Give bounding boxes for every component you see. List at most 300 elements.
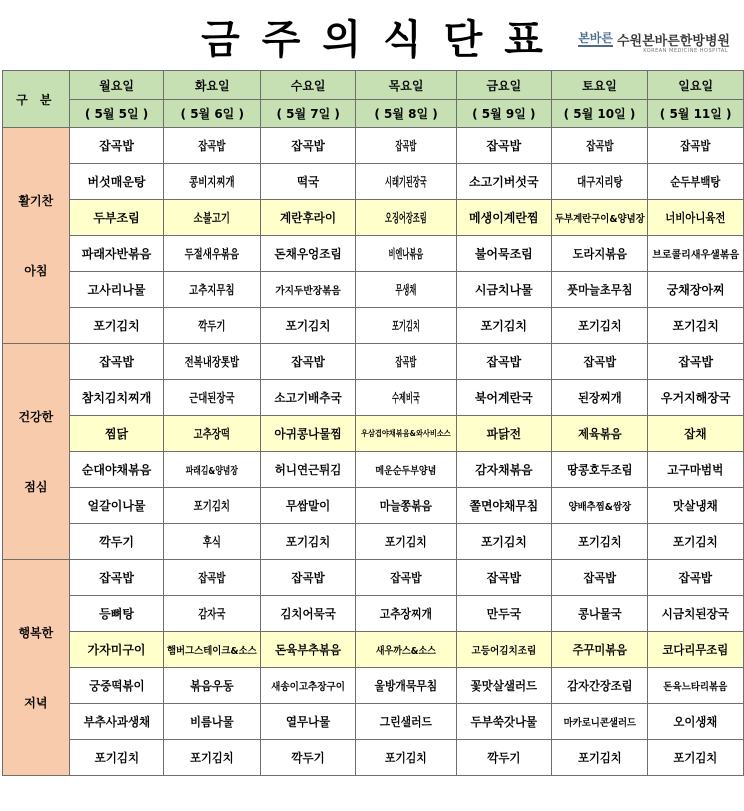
menu-item-text: 도라지볶음: [572, 247, 627, 261]
menu-item: [261, 452, 356, 488]
menu-item: [164, 380, 261, 416]
menu-item-text: 고구마범벅: [667, 463, 724, 477]
logo-subtitle: KOREAN MEDICINE HOSPITAL: [643, 48, 728, 54]
menu-item-text: 잡곡밥: [680, 139, 711, 153]
menu-item: [356, 308, 457, 344]
menu-item: [164, 344, 261, 380]
menu-item: [69, 164, 164, 200]
menu-item: [261, 200, 356, 236]
meal-label-bottom: 저녁: [24, 695, 48, 710]
menu-item-text: 콩비지찌개: [189, 175, 235, 189]
menu-item: [648, 596, 744, 632]
menu-item: [456, 200, 551, 236]
menu-item: [456, 704, 551, 740]
menu-item: [551, 668, 648, 704]
menu-item: [164, 164, 261, 200]
dinner-row: [3, 668, 744, 704]
menu-item: [456, 668, 551, 704]
day-name: 일요일: [648, 71, 744, 100]
menu-item: [551, 632, 648, 668]
menu-item-text: 궁채장아찌: [666, 283, 725, 297]
menu-item: [69, 236, 164, 272]
menu-item-text: 파래김&양념장: [186, 466, 239, 477]
menu-item-text: 고추장찌개: [379, 607, 433, 621]
menu-item-text: 고등어김치조림: [471, 646, 537, 657]
lunch-row: [3, 452, 744, 488]
lunch-row: [3, 488, 744, 524]
menu-item: [456, 272, 551, 308]
menu-item: [648, 380, 744, 416]
menu-item: [551, 524, 648, 560]
menu-item-text: 허니연근튀김: [274, 463, 342, 477]
day-date: ( 5월 10일 ): [551, 100, 648, 128]
menu-item-text: 잡곡밥: [585, 139, 614, 153]
menu-item: [164, 236, 261, 272]
menu-item-text: 포기김치: [285, 535, 331, 549]
lunch-label: [3, 344, 70, 560]
menu-item: [648, 524, 744, 560]
menu-item: [356, 380, 457, 416]
menu-item-text: 파닭전: [486, 427, 521, 441]
menu-item-text: 잡곡밥: [291, 139, 325, 153]
menu-item-text: 오징어장조림: [385, 211, 427, 225]
menu-item: [261, 236, 356, 272]
menu-item-text: 고사리나물: [87, 283, 146, 297]
menu-item-text: 등뼈탕: [99, 607, 134, 621]
menu-item-text: 북어계란국: [474, 391, 533, 405]
meal-label-top: 행복한: [18, 625, 54, 640]
menu-item: [356, 164, 457, 200]
menu-item: [356, 488, 457, 524]
menu-item: [551, 272, 648, 308]
page-title: 금주의식단표: [201, 17, 565, 63]
menu-item: [456, 128, 551, 164]
menu-item-text: 잡곡밥: [678, 355, 714, 369]
menu-item: [164, 740, 261, 776]
menu-item-text: 포기김치: [480, 535, 527, 549]
menu-item: [356, 632, 457, 668]
menu-item-text: 파래자반볶음: [81, 247, 152, 261]
menu-item: [261, 272, 356, 308]
menu-item-text: 볶음우동: [190, 679, 234, 693]
menu-item: [356, 524, 457, 560]
menu-item-text: 감자간장조림: [566, 679, 633, 693]
day-date: ( 5월 8일 ): [356, 100, 457, 128]
lunch-row: [3, 416, 744, 452]
menu-item: [551, 740, 648, 776]
menu-item-text: 포기김치: [94, 751, 139, 765]
menu-item: [648, 740, 744, 776]
menu-item: [69, 524, 164, 560]
menu-item: [551, 704, 648, 740]
menu-item: [356, 740, 457, 776]
menu-item-text: 잡곡밥: [583, 571, 616, 585]
menu-item-text: 시금치나물: [474, 283, 533, 297]
menu-item: [648, 164, 744, 200]
menu-item: [551, 236, 648, 272]
menu-item-text: 열무나물: [285, 715, 331, 729]
menu-item-text: 브로콜리새우샐볶음: [652, 250, 740, 261]
menu-item: [261, 308, 356, 344]
menu-item: [456, 452, 551, 488]
day-date: ( 5월 7일 ): [261, 100, 356, 128]
menu-item: [551, 560, 648, 596]
menu-item-text: 포기김치: [190, 751, 234, 765]
menu-item: [648, 128, 744, 164]
day-date: ( 5월 5일 ): [69, 100, 164, 128]
menu-item-text: 김치어묵국: [280, 607, 336, 621]
day-date: ( 5월 6일 ): [164, 100, 261, 128]
menu-item: [261, 164, 356, 200]
menu-item: [356, 416, 457, 452]
menu-item: [356, 128, 457, 164]
menu-item-text: 양배추찜&쌈장: [568, 502, 631, 513]
menu-item-text: 순대야채볶음: [81, 463, 152, 477]
menu-item: [69, 452, 164, 488]
logo-mark: 본바른: [578, 31, 613, 45]
menu-item: [164, 560, 261, 596]
menu-item-text: 가지두반장볶음: [275, 286, 341, 297]
menu-item: [648, 560, 744, 596]
menu-item-text: 포기김치: [672, 319, 719, 333]
menu-item-text: 두절새우볶음: [185, 247, 240, 261]
menu-item: [164, 704, 261, 740]
menu-item: [164, 272, 261, 308]
menu-item-text: 가자미구이: [87, 643, 146, 657]
menu-item: [261, 596, 356, 632]
menu-item: [456, 488, 551, 524]
menu-item-text: 계란후라이: [280, 211, 337, 225]
menu-item-text: 깍두기: [198, 319, 226, 333]
menu-item-text: 콩나물국: [577, 607, 622, 621]
menu-item: [164, 668, 261, 704]
menu-item: [456, 416, 551, 452]
menu-item-text: 메생이계란찜: [469, 211, 539, 225]
menu-item: [164, 200, 261, 236]
menu-item: [356, 704, 457, 740]
menu-item-text: 포기김치: [194, 499, 231, 513]
breakfast-label: [3, 128, 70, 344]
menu-item: [69, 380, 164, 416]
menu-item-text: 포기김치: [673, 535, 719, 549]
menu-table: [2, 70, 744, 776]
menu-item-text: 땅콩호두조림: [566, 463, 633, 477]
menu-item-text: 잡곡밥: [395, 355, 417, 369]
menu-item: [261, 488, 356, 524]
menu-item: [551, 128, 648, 164]
day-name: 화요일: [164, 71, 261, 100]
menu-item-text: 찜닭: [104, 427, 129, 441]
menu-item-text: 잡곡밥: [678, 571, 713, 585]
menu-item-text: 얼갈이나물: [87, 499, 146, 513]
menu-item-text: 무생채: [395, 283, 417, 297]
dinner-row: [3, 596, 744, 632]
menu-item: [648, 236, 744, 272]
menu-item: [648, 344, 744, 380]
menu-item-text: 잡곡밥: [198, 139, 226, 153]
header-day-row: [3, 71, 744, 100]
menu-item-text: 돈채우엉조림: [274, 247, 342, 261]
menu-item: [648, 272, 744, 308]
menu-item-text: 우삼겹야채볶음&와사비소스: [361, 429, 451, 438]
dinner-label: [3, 560, 70, 776]
menu-item-text: 무쌈말이: [285, 499, 331, 513]
menu-item-text: 잡곡밥: [390, 571, 422, 585]
menu-item: [69, 596, 164, 632]
menu-item-text: 포기김치: [480, 319, 527, 333]
menu-item-text: 풋마늘초무침: [566, 283, 633, 297]
menu-item-text: 돈육부추볶음: [275, 643, 342, 657]
menu-item: [551, 488, 648, 524]
menu-item-text: 소고기버섯국: [469, 175, 539, 189]
menu-item-text: 고추지무침: [189, 283, 235, 297]
menu-item-text: 된장찌개: [577, 391, 622, 405]
menu-item-text: 불어묵조림: [474, 247, 533, 261]
menu-item: [551, 452, 648, 488]
menu-item-text: 두부조림: [93, 211, 140, 225]
menu-item: [648, 632, 744, 668]
menu-item-text: 포기김치: [577, 535, 622, 549]
gubun-header: 구 분: [3, 71, 70, 128]
menu-item: [261, 524, 356, 560]
meal-label-bottom: 아침: [24, 263, 48, 278]
menu-item: [356, 596, 457, 632]
menu-item-text: 잡곡밥: [486, 139, 522, 153]
menu-item: [261, 740, 356, 776]
lunch-row: [3, 380, 744, 416]
menu-item: [69, 308, 164, 344]
menu-item: [164, 416, 261, 452]
menu-item-text: 참치김치찌개: [81, 391, 152, 405]
menu-item-text: 포기김치: [385, 751, 427, 765]
menu-item: [69, 416, 164, 452]
menu-item: [164, 452, 261, 488]
menu-item: [164, 524, 261, 560]
menu-item-text: 포기김치: [577, 751, 622, 765]
menu-item-text: 감자채볶음: [475, 463, 533, 477]
meal-label-top: 건강한: [18, 409, 54, 424]
menu-item: [356, 560, 457, 596]
menu-item-text: 전복내장톳밥: [185, 355, 240, 369]
menu-item-text: 마늘쫑볶음: [379, 499, 433, 513]
menu-item: [164, 632, 261, 668]
menu-item-text: 우거지해장국: [660, 391, 731, 405]
menu-item-text: 만두국: [486, 607, 521, 621]
menu-item: [648, 416, 744, 452]
day-name: 월요일: [69, 71, 164, 100]
menu-item-text: 후식: [203, 535, 222, 549]
menu-item: [551, 596, 648, 632]
menu-item: [164, 308, 261, 344]
breakfast-row: [3, 236, 744, 272]
menu-item-text: 궁중떡볶이: [88, 679, 145, 693]
menu-item-text: 코다리무조림: [662, 643, 729, 657]
menu-item: [356, 200, 457, 236]
day-name: 토요일: [551, 71, 648, 100]
menu-item-text: 주꾸미볶음: [572, 643, 627, 657]
menu-item: [551, 164, 648, 200]
menu-item-text: 부추사과생채: [83, 715, 150, 729]
breakfast-row: [3, 200, 744, 236]
menu-item-text: 잡곡밥: [291, 355, 325, 369]
meal-label-bottom: 점심: [24, 479, 48, 494]
menu-item: [69, 344, 164, 380]
menu-item-text: 소불고기: [194, 211, 231, 225]
menu-item: [356, 668, 457, 704]
menu-item-text: 잡곡밥: [198, 571, 226, 585]
menu-item-text: 너비아니육전: [665, 211, 726, 225]
menu-item: [456, 632, 551, 668]
menu-item-text: 제육볶음: [577, 427, 622, 441]
menu-item: [551, 200, 648, 236]
menu-item: [261, 560, 356, 596]
menu-item: [69, 632, 164, 668]
menu-item-text: 고추장떡: [194, 427, 231, 441]
menu-item: [551, 416, 648, 452]
menu-item-text: 아귀콩나물찜: [274, 427, 342, 441]
menu-item: [648, 308, 744, 344]
menu-item: [456, 596, 551, 632]
menu-item-text: 잡곡밥: [583, 355, 616, 369]
menu-item-text: 돈육느타리볶음: [663, 682, 728, 693]
menu-item-text: 꽃맛살샐러드: [470, 679, 538, 693]
menu-item-text: 포기김치: [673, 751, 718, 765]
menu-item-text: 포기김치: [385, 535, 427, 549]
menu-item: [551, 308, 648, 344]
day-date: ( 5월 9일 ): [456, 100, 551, 128]
menu-item-text: 새우까스&소스: [376, 646, 437, 657]
breakfast-row: [3, 308, 744, 344]
menu-item-text: 깍두기: [291, 751, 325, 765]
breakfast-row: [3, 272, 744, 308]
lunch-row: [3, 344, 744, 380]
menu-item: [456, 236, 551, 272]
menu-item-text: 순두부백탕: [670, 175, 721, 189]
menu-item-text: 마카로니콘샐러드: [563, 718, 636, 729]
menu-item-text: 포기김치: [285, 319, 331, 333]
menu-item-text: 비엔나볶음: [388, 247, 424, 261]
menu-item-text: 두부쑥갓나물: [470, 715, 538, 729]
menu-item-text: 버섯매운탕: [87, 175, 146, 189]
menu-item-text: 시래기된장국: [385, 175, 427, 189]
header-date-row: [3, 100, 744, 128]
menu-item: [356, 344, 457, 380]
menu-item-text: 시금치된장국: [662, 607, 730, 621]
menu-item-text: 두부계란구이&양념장: [554, 214, 645, 225]
menu-item-text: 새송이고추장구이: [271, 682, 346, 693]
menu-item: [69, 128, 164, 164]
menu-item-text: 햄버그스테이크&소스: [167, 646, 258, 657]
hospital-logo: [578, 30, 730, 49]
menu-item-text: 포기김치: [392, 319, 420, 333]
dinner-row: [3, 560, 744, 596]
menu-item-text: 잡곡밥: [486, 355, 522, 369]
menu-item-text: 그린샐러드: [379, 715, 433, 729]
menu-item: [456, 740, 551, 776]
menu-item: [648, 488, 744, 524]
dinner-row: [3, 740, 744, 776]
menu-item-text: 깍두기: [487, 751, 521, 765]
menu-item: [261, 704, 356, 740]
menu-item-text: 잡곡밥: [486, 571, 521, 585]
menu-item: [69, 704, 164, 740]
day-date: ( 5월 11일 ): [648, 100, 744, 128]
breakfast-row: [3, 164, 744, 200]
menu-item-text: 비름나물: [190, 715, 234, 729]
menu-item: [648, 704, 744, 740]
menu-item: [356, 236, 457, 272]
lunch-row: [3, 524, 744, 560]
menu-item: [456, 344, 551, 380]
menu-item-text: 메운순두부양념: [375, 466, 437, 477]
menu-item-text: 잡곡밥: [395, 139, 417, 153]
menu-item-text: 잡곡밥: [291, 571, 325, 585]
menu-item: [261, 380, 356, 416]
menu-item: [164, 596, 261, 632]
menu-item: [69, 740, 164, 776]
day-name: 금요일: [456, 71, 551, 100]
day-name: 목요일: [356, 71, 457, 100]
menu-item: [356, 272, 457, 308]
menu-item: [261, 344, 356, 380]
menu-item-text: 울방개묵무침: [374, 679, 438, 693]
menu-item: [69, 560, 164, 596]
menu-item-text: 근대된장국: [189, 391, 235, 405]
menu-item: [648, 668, 744, 704]
breakfast-row: [3, 128, 744, 164]
menu-item: [261, 632, 356, 668]
logo-name: 수원본바른한방병원: [616, 34, 730, 49]
menu-item-text: 대구지리탕: [576, 175, 623, 189]
menu-item: [69, 488, 164, 524]
menu-item-text: 떡국: [296, 175, 320, 189]
menu-item: [164, 488, 261, 524]
menu-item: [456, 524, 551, 560]
menu-item: [69, 200, 164, 236]
menu-item-text: 깍두기: [99, 535, 134, 549]
menu-item: [648, 452, 744, 488]
menu-item: [456, 560, 551, 596]
menu-item-text: 잡곡밥: [99, 571, 134, 585]
menu-item-text: 잡채: [684, 427, 707, 441]
day-name: 수요일: [261, 71, 356, 100]
menu-item: [648, 200, 744, 236]
menu-item-text: 포기김치: [577, 319, 622, 333]
menu-item: [456, 380, 551, 416]
menu-item: [456, 164, 551, 200]
dinner-row: [3, 704, 744, 740]
title-bar: [0, 0, 744, 70]
menu-item-text: 포기김치: [93, 319, 140, 333]
menu-item-text: 감자국: [198, 607, 226, 621]
menu-item: [69, 272, 164, 308]
menu-item: [261, 668, 356, 704]
menu-item: [456, 308, 551, 344]
menu-item: [356, 452, 457, 488]
menu-item-text: 쫄면야채무침: [469, 499, 539, 513]
menu-item: [69, 668, 164, 704]
menu-item: [261, 128, 356, 164]
menu-item-text: 소고기배추국: [274, 391, 342, 405]
menu-item: [164, 128, 261, 164]
menu-item-text: 맛살냉채: [673, 499, 719, 513]
menu-item-text: 잡곡밥: [99, 139, 134, 153]
menu-item-text: 오이생채: [673, 715, 718, 729]
menu-item: [551, 380, 648, 416]
dinner-row: [3, 632, 744, 668]
menu-item-text: 수제비국: [392, 391, 420, 405]
menu-item: [261, 416, 356, 452]
